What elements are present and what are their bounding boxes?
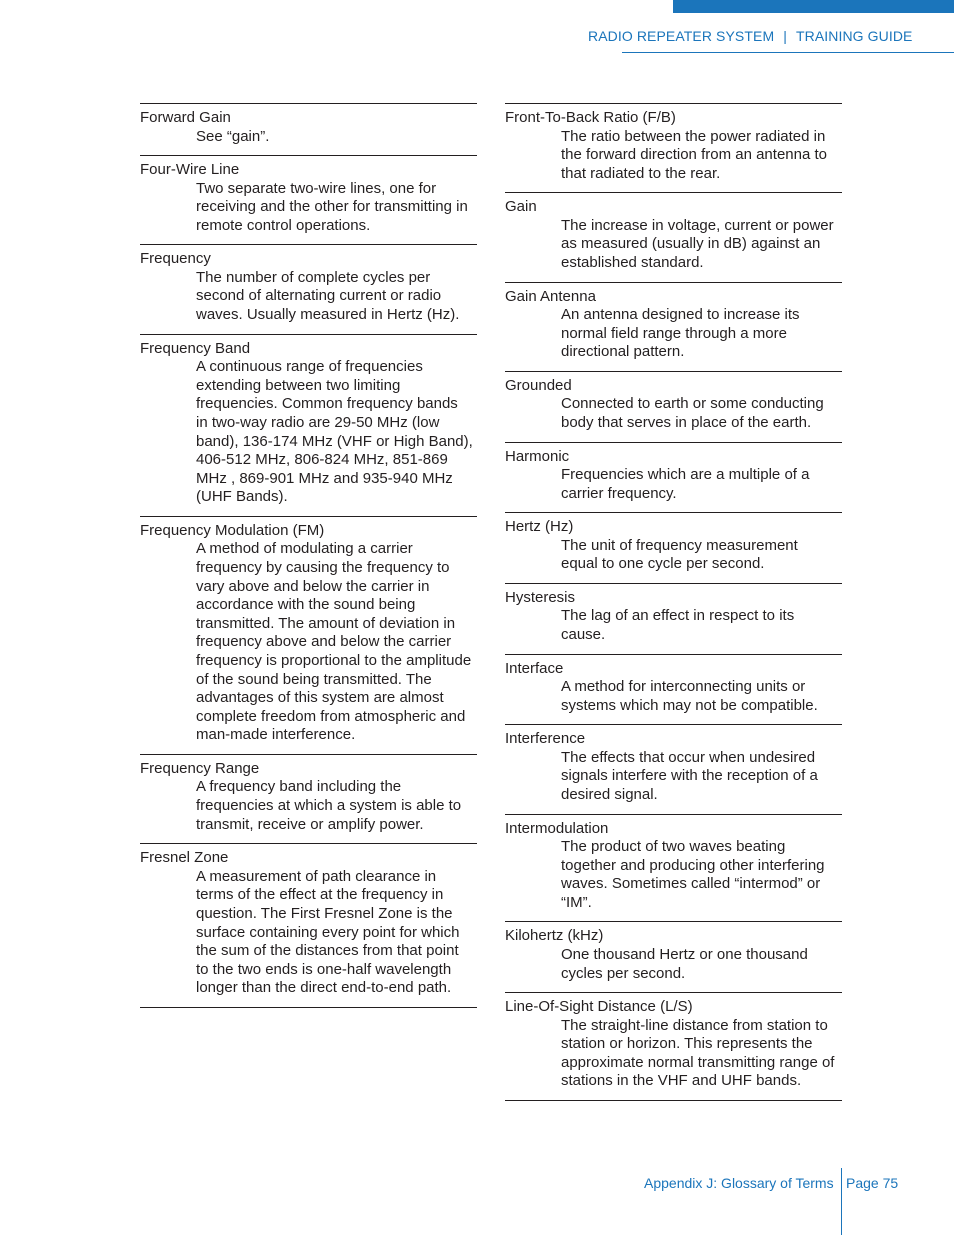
glossary-term: Kilohertz (kHz) xyxy=(505,927,604,945)
glossary-definition: The effects that occur when undesired signals interfere with the reception of a desired signal. xyxy=(561,748,818,803)
glossary-entry xyxy=(505,814,842,922)
page-number: Page 75 xyxy=(846,1175,899,1191)
glossary-definition: A method for interconnecting units or systems which may not be compatible. xyxy=(561,678,818,714)
glossary-definition: An antenna designed to increase its normal field range through a more directional pattern. xyxy=(561,306,800,361)
glossary-entry xyxy=(505,371,842,442)
glossary-term: Hertz (Hz) xyxy=(505,518,574,536)
header-rule xyxy=(622,52,954,53)
glossary-entry xyxy=(140,843,477,1008)
glossary-term: Fresnel Zone xyxy=(140,849,229,867)
glossary-entry xyxy=(140,516,477,754)
footer-section-title: Appendix J: Glossary of Terms xyxy=(644,1175,834,1191)
glossary-definition: The unit of frequency measurement equal to one cycle per second. xyxy=(561,536,798,573)
glossary-term: Grounded xyxy=(505,376,572,394)
glossary-definition: The number of complete cycles per second of alternating current or radio waves. Usually measured in Hertz (Hz). xyxy=(196,268,460,324)
glossary-definition: See “gain”. xyxy=(196,127,270,145)
glossary-entry xyxy=(505,583,842,654)
glossary-entry xyxy=(505,282,842,371)
glossary-entry xyxy=(505,103,842,192)
header-subtitle: TRAINING GUIDE xyxy=(795,28,913,44)
glossary-entry xyxy=(140,334,477,516)
glossary-term: Frequency Band xyxy=(140,339,251,357)
glossary-column-left xyxy=(140,103,477,1008)
glossary-entry xyxy=(505,654,842,725)
glossary-term: Frequency Modulation (FM) xyxy=(140,521,325,539)
glossary-term: Gain xyxy=(505,198,537,216)
glossary-definition: The straight-line distance from station to station or horizon. This represents the approximate normal transmitting range of stations in the VHF and UHF bands. xyxy=(561,1016,835,1090)
glossary-entry xyxy=(505,724,842,813)
glossary-entry xyxy=(505,921,842,992)
glossary-definition: The increase in voltage, current or power as measured (usually in dB) against an established standard. xyxy=(561,216,834,271)
glossary-definition: One thousand Hertz or one thousand cycles per second. xyxy=(561,945,808,982)
glossary-term: Hysteresis xyxy=(505,588,576,606)
header-separator: | xyxy=(783,28,787,44)
glossary-entry xyxy=(505,512,842,583)
glossary-definition: A continuous range of frequencies extending between two limiting frequencies. Common frequency bands in two-way radio are 29-50 MHz (low band), 136-174 MHz (VHF or High Band), 406-512 MHz, 806-824 MHz, 851-869 MHz , 869-901 MHz and 935-940 MHz (UHF Bands). xyxy=(196,358,473,506)
glossary-definition: The product of two waves beating together and producing other interfering waves. Sometimes called “intermod” or “IM”. xyxy=(561,838,825,911)
glossary-term: Gain Antenna xyxy=(505,287,596,305)
glossary-entry xyxy=(505,442,842,513)
footer-divider xyxy=(841,1168,842,1235)
glossary-entry xyxy=(140,244,477,333)
glossary-term: Frequency xyxy=(140,250,211,268)
glossary-term: Interface xyxy=(505,659,564,677)
header-accent-bar xyxy=(673,0,954,13)
glossary-term: Front-To-Back Ratio (F/B) xyxy=(505,109,676,126)
glossary-definition: A measurement of path clearance in terms of the effect at the frequency in question. The First Fresnel Zone is the surface containing every point for which the sum of the distances from that point to the two ends is one-half wavelength longer than the direct end-to-end path. xyxy=(196,867,460,997)
glossary-definition: A frequency band including the frequencies at which a system is able to transmit, receive or amplify power. xyxy=(196,778,462,833)
glossary-term: Harmonic xyxy=(505,447,570,465)
glossary-term: Intermodulation xyxy=(505,819,609,837)
glossary-column-right xyxy=(505,103,842,1101)
glossary-entry xyxy=(505,192,842,281)
glossary-definition: A method of modulating a carrier frequency by causing the frequency to vary above and below the carrier in accordance with the sound being transmitted. The amount of deviation in frequency above and below the carrier frequency is proportional to the amplitude of the sound being transmitted. The advantages of this system are almost complete freedom from atmospheric and man-made interference. xyxy=(196,540,472,744)
glossary-term: Line-Of-Sight Distance (L/S) xyxy=(505,998,693,1016)
glossary-definition: Connected to earth or some conducting body that serves in place of the earth. xyxy=(561,395,824,431)
glossary-definition: Two separate two-wire lines, one for receiving and the other for transmitting in remote control operations. xyxy=(196,179,468,234)
glossary-entry xyxy=(140,103,477,155)
glossary-term: Frequency Range xyxy=(140,759,260,777)
glossary-term: Interference xyxy=(505,730,586,748)
glossary-definition: The ratio between the power radiated in the forward direction from an antenna to that radiated to the rear. xyxy=(561,127,827,182)
glossary-definition: Frequencies which are a multiple of a carrier frequency. xyxy=(561,466,810,502)
glossary-term: Forward Gain xyxy=(140,109,231,126)
glossary-definition: The lag of an effect in respect to its cause. xyxy=(561,607,795,643)
header-title: RADIO REPEATER SYSTEM xyxy=(588,28,775,44)
glossary-term: Four-Wire Line xyxy=(140,161,240,179)
glossary-entry xyxy=(140,155,477,244)
glossary-entry xyxy=(140,754,477,843)
running-header xyxy=(588,28,914,44)
glossary-entry xyxy=(505,992,842,1101)
